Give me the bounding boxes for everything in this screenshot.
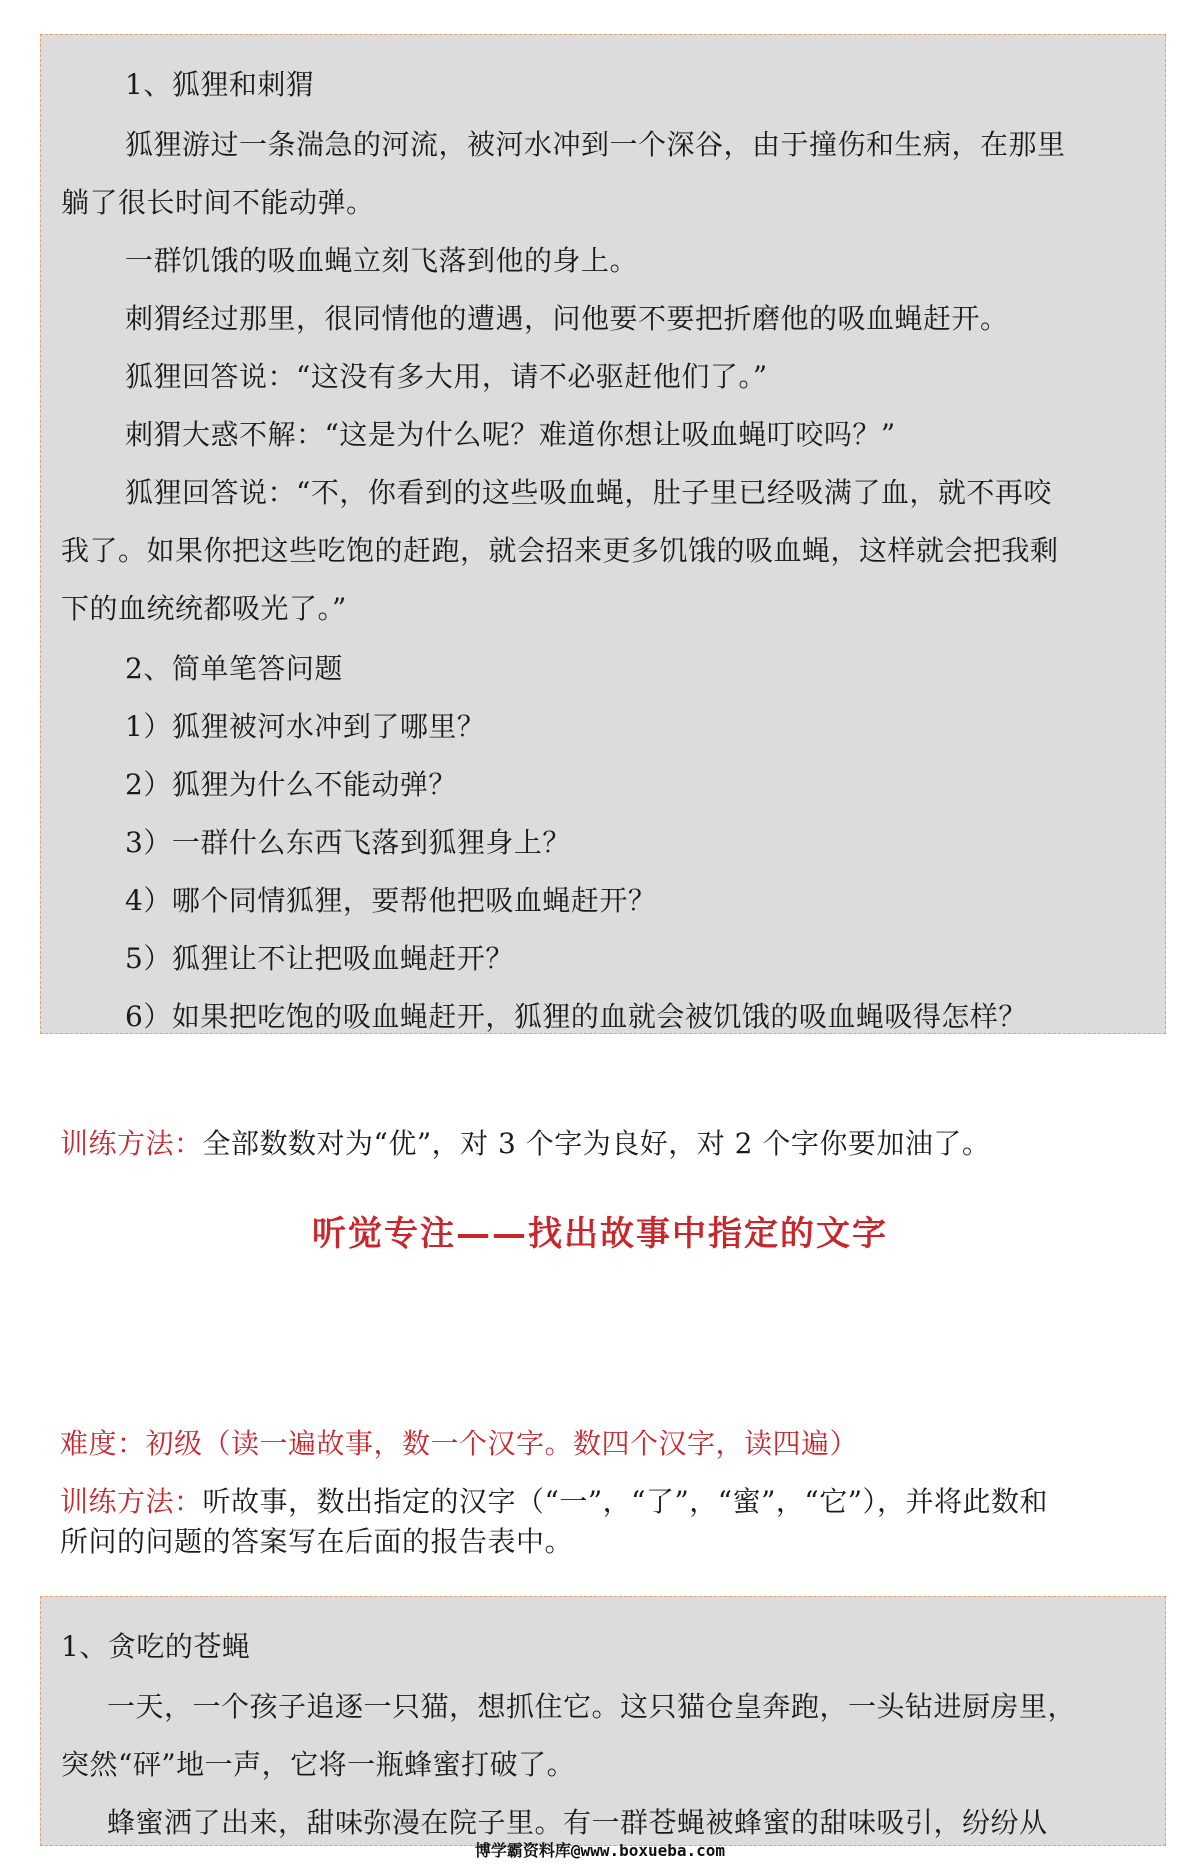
paragraph: 下的血统统都吸光了。” xyxy=(61,592,347,625)
paragraph: 蜂蜜洒了出来，甜味弥漫在院子里。有一群苍蝇被蜂蜜的甜味吸引，纷纷从 xyxy=(107,1806,1048,1839)
difficulty-text: 难度：初级（读一遍故事，数一个汉字。数四个汉字，读四遍） xyxy=(60,1427,859,1460)
training-method-2 xyxy=(60,1480,1048,1520)
question-item: 3）一群什么东西飞落到狐狸身上？ xyxy=(125,826,571,859)
story-title: 1、狐狸和刺猬 xyxy=(125,68,315,101)
paragraph: 狐狸游过一条湍急的河流，被河水冲到一个深谷，由于撞伤和生病，在那里 xyxy=(125,128,1066,161)
section-heading: 听觉专注——找出故事中指定的文字 xyxy=(312,1214,888,1254)
training-method-text-cont: 所问的问题的答案写在后面的报告表中。 xyxy=(60,1525,574,1558)
training-method-label: 训练方法： xyxy=(60,1127,203,1160)
paragraph: 一群饥饿的吸血蝇立刻飞落到他的身上。 xyxy=(125,244,639,277)
paragraph: 躺了很长时间不能动弹。 xyxy=(61,186,375,219)
footer-watermark: 博学霸资料库@www.boxueba.com xyxy=(474,1841,726,1860)
question-item: 4）哪个同情狐狸，要帮他把吸血蝇赶开？ xyxy=(125,884,657,917)
training-method-1 xyxy=(60,1122,990,1162)
training-method-label: 训练方法： xyxy=(60,1485,203,1518)
question-item: 1）狐狸被河水冲到了哪里？ xyxy=(125,710,486,743)
question-item: 5）狐狸让不让把吸血蝇赶开？ xyxy=(125,942,514,975)
paragraph: 一天，一个孩子追逐一只猫，想抓住它。这只猫仓皇奔跑，一头钻进厨房里， xyxy=(107,1690,1077,1723)
paragraph: 突然“砰”地一声，它将一瓶蜂蜜打破了。 xyxy=(61,1748,576,1781)
story-title: 1、贪吃的苍蝇 xyxy=(61,1630,251,1663)
paragraph: 狐狸回答说：“不，你看到的这些吸血蝇，肚子里已经吸满了血，就不再咬 xyxy=(125,476,1052,509)
training-method-text: 听故事，数出指定的汉字（“一”，“了”，“蜜”，“它”），并将此数和 xyxy=(202,1485,1049,1518)
story-box-1 xyxy=(40,34,1166,1034)
question-item: 6）如果把吃饱的吸血蝇赶开，狐狸的血就会被饥饿的吸血蝇吸得怎样？ xyxy=(125,1000,1027,1033)
training-method-text: 全部数数对为“优”，对 3 个字为良好，对 2 个字你要加油了。 xyxy=(202,1127,991,1160)
story-box-2 xyxy=(40,1596,1166,1846)
questions-title: 2、简单笔答问题 xyxy=(125,652,343,685)
paragraph: 狐狸回答说：“这没有多大用，请不必驱赶他们了。” xyxy=(125,360,768,393)
paragraph: 刺猬经过那里，很同情他的遭遇，问他要不要把折磨他的吸血蝇赶开。 xyxy=(125,302,1009,335)
paragraph: 刺猬大惑不解：“这是为什么呢？难道你想让吸血蝇叮咬吗？” xyxy=(125,418,896,451)
question-item: 2）狐狸为什么不能动弹？ xyxy=(125,768,457,801)
paragraph: 我了。如果你把这些吃饱的赶跑，就会招来更多饥饿的吸血蝇，这样就会把我剩 xyxy=(61,534,1059,567)
